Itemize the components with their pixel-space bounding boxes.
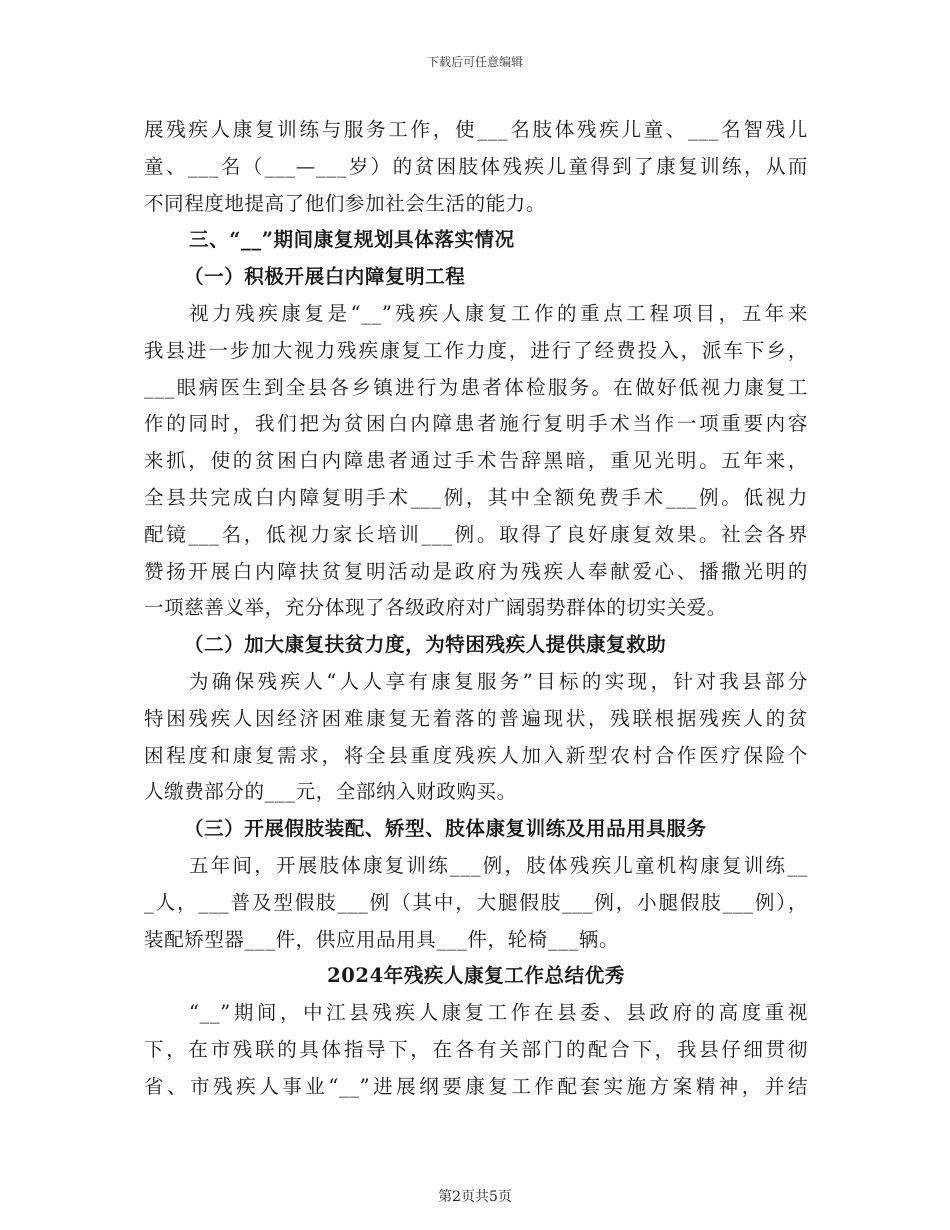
- paragraph-line: 人缴费部分的___元，全部纳入财政购买。: [144, 780, 517, 804]
- paragraph-line: 下，在市残联的具体指导下，在各有关部门的配合下，我县仔细贯彻: [144, 1037, 808, 1061]
- paragraph-line: 赞扬开展白内障扶贫复明活动是政府为残疾人奉献爱心、播撒光明的: [144, 559, 808, 583]
- paragraph-line: ___眼病医生到全县各乡镇进行为患者体检服务。在做好低视力康复工: [144, 375, 808, 399]
- subsection-heading: （二）加大康复扶贫力度，为特困残疾人提供康复救助: [184, 633, 667, 657]
- page-number: 第2页共5页: [438, 1189, 512, 1205]
- paragraph-line: 我县进一步加大视力残疾康复工作力度，进行了经费投入，派车下乡，: [144, 338, 808, 362]
- page-header-note: 下载后可任意编辑: [426, 55, 523, 69]
- paragraph-line: 特困残疾人因经济困难康复无着落的普遍现状，残联根据残疾人的贫: [144, 706, 808, 730]
- subsection-heading: （一）积极开展白内障复明工程: [184, 265, 466, 289]
- paragraph-line: 展残疾人康复训练与服务工作，使___名肢体残疾儿童、___名智残儿: [144, 118, 808, 141]
- paragraph-line: 作的同时，我们把为贫困白内障患者施行复明手术当作一项重要内容: [144, 412, 808, 436]
- paragraph-line: 省、市残疾人事业“__”进展纲要康复工作配套实施方案精神，并结: [144, 1074, 808, 1098]
- paragraph-line: 为确保残疾人“人人享有康复服务”目标的实现，针对我县部分: [189, 669, 808, 693]
- paragraph-line: 全县共完成白内障复明手术___例，其中全额免费手术___例。低视力: [144, 485, 808, 509]
- document-body: [144, 112, 808, 1106]
- paragraph-line: 来抓，使的贫困白内障患者通过手术告辞黑暗，重见光明。五年来，: [144, 449, 808, 473]
- paragraph-line: 装配矫型器___件，供应用品用具___件，轮椅___辆。: [144, 927, 620, 951]
- paragraph-line: 困程度和康复需求，将全县重度残疾人加入新型农村合作医疗保险个: [144, 743, 808, 767]
- paragraph-line: 不同程度地提高了他们参加社会生活的能力。: [144, 191, 547, 215]
- paragraph-line: 视力残疾康复是“__”残疾人康复工作的重点工程项目，五年来: [189, 301, 808, 325]
- paragraph-line: 配镜___名，低视力家长培训___例。取得了良好康复效果。社会各界: [144, 522, 808, 546]
- document-title: 2024年残疾人康复工作总结优秀: [327, 964, 625, 988]
- paragraph-line: 五年间，开展肢体康复训练___例，肢体残疾儿童机构康复训练__: [189, 853, 808, 877]
- section-heading: 三、“__”期间康复规划具体落实情况: [189, 228, 515, 252]
- paragraph-line: “__”期间，中江县残疾人康复工作在县委、县政府的高度重视: [189, 1001, 808, 1025]
- paragraph-line: 一项慈善义举，充分体现了各级政府对广阔弱势群体的切实关爱。: [144, 596, 727, 620]
- paragraph-line: 童、___名（___—___岁）的贫困肢体残疾儿童得到了康复训练，从而: [144, 154, 808, 178]
- subsection-heading: （三）开展假肢装配、矫型、肢体康复训练及用品用具服务: [184, 817, 707, 841]
- paragraph-line: _人，___普及型假肢___例（其中，大腿假肢___例，小腿假肢___例），: [144, 890, 808, 914]
